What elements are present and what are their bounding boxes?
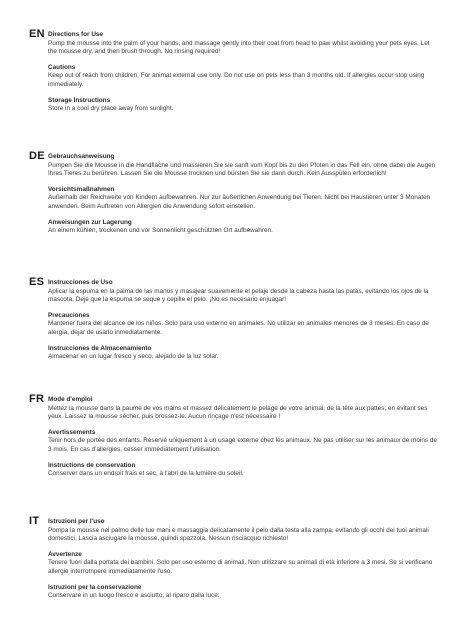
storage-block xyxy=(48,462,439,479)
section-heading: Avertissements xyxy=(48,428,96,436)
section-heading: Anweisungen zur Lagerung xyxy=(48,218,132,226)
section-heading: Precauciones xyxy=(48,311,90,319)
section-heading: Cautions xyxy=(48,63,76,71)
language-code: IT xyxy=(29,515,40,527)
section-text: Keep out of reach from children. For animal external use only. Do not use on pets less than 3 months old. If allergies occur stop using immediately. xyxy=(48,72,425,88)
directions-block xyxy=(48,518,439,544)
language-code: ES xyxy=(29,276,45,288)
section-content xyxy=(48,518,439,601)
section-text: Mantener fuera del alcance de los niños. Solo para uso externo en animales. No utilizar en animales menores de 3 meses. En caso de alergia, dejar de usarlo inmediatamente. xyxy=(48,320,429,336)
section-text: Conservare in un luogo fresco e asciutto, al riparo dalla luce. xyxy=(48,592,220,600)
section-text: Store in a cool dry place away from sunlight. xyxy=(48,105,174,113)
language-code: EN xyxy=(29,28,45,40)
section-text: Mettez la mousse dans la paume de vos mains et massez délicatement le pelage de votre animal, de la tête aux pattes, en évitant ses yeux. Laissez la mousse sécher, puis brossez-le. Aucun rinçage n'est nécessaire ! xyxy=(48,404,428,421)
section-it xyxy=(29,515,439,608)
section-heading: Storage Instructions xyxy=(48,96,111,104)
section-heading: Avvertenze xyxy=(48,550,82,558)
section-text: Außerhalb der Reichweite von Kindern aufbewahren. Nur zur äußerlichen Anwendung bei Tieren. Nicht bei Haustieren unter 3 Monaten anwenden. Beim Auftreten von Allergien die Anwendung sofort einstellen. xyxy=(48,194,431,210)
section-fr xyxy=(29,393,439,486)
cautions-block xyxy=(48,64,439,90)
directions-block xyxy=(48,396,439,422)
cautions-block xyxy=(48,551,439,577)
section-text: Conserver dans un endroit frais et sec, à l'abri de la lumière du soleil. xyxy=(48,470,244,478)
directions-block xyxy=(48,153,439,179)
storage-block xyxy=(48,219,439,236)
language-code: FR xyxy=(29,393,45,405)
section-en xyxy=(29,28,439,121)
section-heading: Instructions de conservation xyxy=(48,461,136,469)
section-heading: Istruzioni per l'uso xyxy=(48,518,105,525)
section-text: An einem kühlen, trockenen und vor Sonnenlicht geschützten Ort aufbewahren. xyxy=(48,227,273,235)
storage-block xyxy=(48,584,439,601)
section-heading: Istruzioni per la conservazione xyxy=(48,583,142,591)
section-text: Pompa la mousse nel palmo delle tue mani e massaggia delicatamente il pelo dalla testa alla zampa, evitando gli occhi dei tuoi animali domestici. Lascia asciugare la mousse, quindi spazzola. Nessun risciacquo richiesto! xyxy=(48,526,429,543)
section-heading: Gebrauchsanweisung xyxy=(48,153,115,160)
section-text: Almacenar en un lugar fresco y seco, alejado de la luz solar. xyxy=(48,353,219,361)
section-text: Aplicar la espuma en la palma de las manos y masajear suavemente el pelaje desde la cabeza hasta las patas, evitando los ojos de la mascota. Deje que la espuma se seque y cepille el pelo. ¡No es necesario enjuagar! xyxy=(48,287,429,304)
section-heading: Vorsichtsmaßnahmen xyxy=(48,185,115,193)
storage-block xyxy=(48,345,439,362)
section-heading: Directions for Use xyxy=(48,31,104,38)
section-content xyxy=(48,153,439,236)
cautions-block xyxy=(48,429,439,455)
section-text: Tenir hors de portée des enfants. Réservé uniquement à un usage externe chez les animaux. Ne pas utiliser sur les animaux de moins de 3 mois. En cas d'allergies, cesser immédiatement l'utilisation. xyxy=(48,437,437,453)
section-text: Pump the mousse into the palm of your hands, and massage gently into their coat from head to paw whilst avoiding your pets eyes. Let the mousse dry, and then brush through. No rinsing required! xyxy=(48,39,430,56)
cautions-block xyxy=(48,312,439,338)
directions-block xyxy=(48,31,439,57)
section-content xyxy=(48,396,439,479)
section-de xyxy=(29,150,439,243)
section-es xyxy=(29,276,439,369)
storage-block xyxy=(48,97,439,114)
cautions-block xyxy=(48,186,439,212)
directions-block xyxy=(48,279,439,305)
section-text: Pumpen Sie die Mousse in die Handfläche und massieren Sie sie sanft vom Kopf bis zu den Pfoten in das Fell ein, ohne dabei die Augen Ihres Tieres zu berühren. Lassen Sie die Mousse trocknen und bürsten Sie sie dann durch. Kein Ausspülen erforderlich! xyxy=(48,161,436,178)
section-heading: Instrucciones de Uso xyxy=(48,279,113,286)
section-content xyxy=(48,279,439,362)
section-content xyxy=(48,31,439,114)
section-heading: Instrucciones de Almacenamiento xyxy=(48,344,152,352)
section-heading: Mode d'emploi xyxy=(48,396,93,403)
section-text: Tenere fuori dalla portata dei bambini. Solo per uso esterno di animali. Non utilizzare su animali di età inferiore a 3 mesi. Se si verificano allergie interrompere immediatamente l'uso. xyxy=(48,559,433,575)
language-code: DE xyxy=(29,150,45,162)
